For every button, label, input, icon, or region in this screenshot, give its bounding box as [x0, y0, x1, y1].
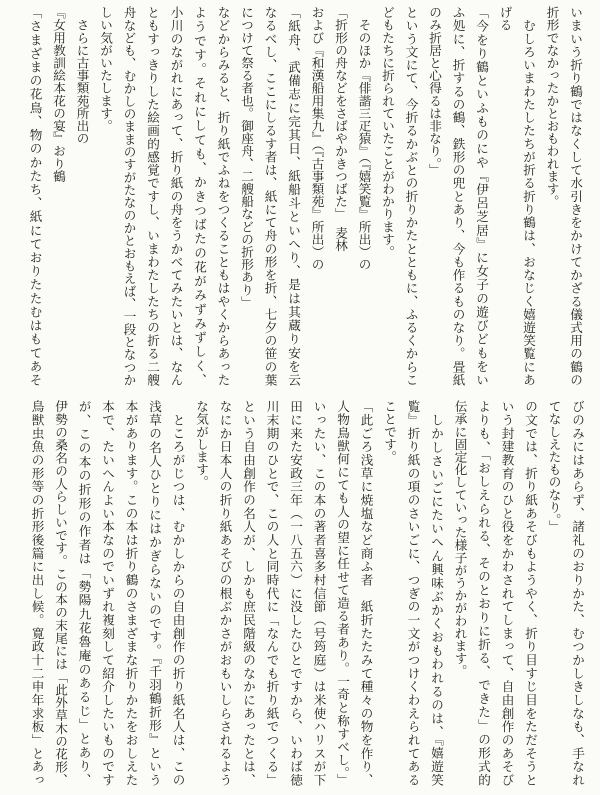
text-column: が、この本の折形の作者は「勢陽九花魯庵のあるじ」とあり、 — [76, 400, 92, 786]
text-column: のみ折居と心得るは非なり。」 — [427, 6, 442, 177]
text-block-top — [23, 6, 587, 386]
text-column: 小川のながれにあって、折り紙の舟をうかべてみたいとは、なん — [168, 6, 184, 386]
text-column: 「紙舟、武備志に完其日、紙船斗といへり、是は其蔵り安を云 — [286, 6, 301, 386]
text-column: いったい、この本の著者喜多村信節（号筠庭）は米使ハリスが下 — [311, 400, 327, 786]
text-column: および『和漢船用集九』（『古事類苑』所出）の — [309, 6, 325, 271]
text-column: ふ処に、折するの鶴、鉄形の兜とあり、今も作るものなり。畳紙 — [450, 6, 466, 386]
text-column: しかしさいごにたいへん興味ぶかくおもわれるのは、『嬉遊笑 — [429, 400, 444, 786]
text-column: 川末期のひとで、この人と同時代に「なんでも折り紙でつくる」 — [264, 400, 280, 786]
text-column: 『女用教訓絵本花の宴』おり鶴 — [51, 6, 66, 183]
text-column: 鳥獣虫魚の形等の折形後篇に出し候。寛政十二申年求板」とあっ — [29, 400, 45, 786]
text-column: 田に来た安政三年（一八五六）に没したひとですから、いわば徳 — [288, 400, 303, 786]
text-column: という自由創作の名人が、しかも庶民階級のなかにあったとは、 — [241, 400, 256, 786]
text-column: 「此ごろ浅草に焼塩など商ふ者 紙折たたみて種々の物を作り、 — [358, 400, 374, 786]
text-column: 舟なども、むかしのままのすがたなのかとおもえば、一段となつか — [121, 6, 137, 386]
text-column: 「折形の舟などをさばやかきつばた」 麦林 — [333, 6, 348, 252]
text-column: げる — [497, 6, 513, 32]
text-column: なにか日本人の折り紙あそびの根ぶかさがおもいしらされるよう — [217, 400, 233, 786]
text-column: どもたちに折られていたことがわかります。 — [380, 6, 395, 258]
text-column: さらに古事類苑所出の — [74, 6, 90, 145]
text-column: などからみると、折り紙でふねをつくることもはやくからあった — [215, 6, 231, 386]
text-column: てなしえたものなり。」 — [546, 400, 562, 533]
text-column: むしろいまわたしたちが折る折り鶴は、おなじく嬉遊笑覧にあ — [521, 6, 536, 386]
text-column: びのみにはあらず、諸礼のおりかた、むつかしきしなも、手なれ — [570, 400, 585, 786]
text-column: 「さまざまの花鳥、物のかたち、紙にておりたたむはもてあそ — [27, 6, 43, 386]
text-column: 浅草の名人ひとりにはかぎらないのです。『千羽鶴折形』という — [147, 400, 162, 786]
text-column: 本で、たいへんよい本なのでいずれ複刻して紹介したいものです — [100, 400, 115, 786]
text-column: ようです。それにしても、かきつばたの花がみずみずしく、 — [192, 6, 207, 386]
text-column: につけて祭る者也。御座舟、二艘船などの折形あり」 — [239, 6, 254, 309]
text-column: そのほか『俳諧三疋猿』（『嬉笑覧』所出）の — [356, 6, 372, 271]
text-column: なるべし、ここにしるす者は、紙にて舟の形を折、七夕の笹の葉 — [262, 6, 278, 386]
text-column: ことです。 — [382, 400, 397, 463]
text-column: な気がします。 — [194, 400, 209, 489]
text-column: 「今をり鶴といふものにや『伊呂芝居』に女子の遊びどもをい — [474, 6, 489, 386]
text-column: 本があります。この本は折り鶴のさまざまな折りかたをおしえた — [123, 400, 139, 786]
text-column: 伊勢の桑名の人らしいです。この本の末尾には「此外草木の花形、 — [53, 400, 68, 786]
text-column: という文にて、今折るかぶとの折りかたとともに、ふるくからこ — [403, 6, 419, 386]
text-column: よりも、「おしえられる、そのとおりに折る、できた」の形式的 — [476, 400, 491, 786]
text-block-bottom — [25, 400, 589, 786]
text-column: 覧』折り紙の項のさいごに、つぎの一文がつけくわえられてある — [405, 400, 421, 786]
text-column: いう封建教育のひと役をかわされてしまって、自由創作のあそび — [499, 400, 515, 786]
text-column: 折形でなかったかとおもわれます。 — [544, 6, 560, 208]
text-column: の文では、折り紙あそびもようやく、折り目すじ目をただそうと — [523, 400, 538, 786]
text-column: 伝承に固定化していった様子がうかがわれます。 — [452, 400, 468, 678]
text-column: 人物鳥獣何にても人の望に任せて造る者あり。一奇と称すべし。」 — [335, 400, 350, 786]
text-column: しい気がいたします。 — [98, 6, 113, 132]
text-column: ともすっきりした絵画的感覚ですし、いまわたしたちの折る二艘 — [145, 6, 160, 386]
text-column: いまいう折り鶴ではなくして水引きをかけてかざる儀式用の鶴の — [568, 6, 583, 386]
text-column: ところがじつは、むかしからの自由創作の折り紙名人は、この — [170, 400, 186, 786]
